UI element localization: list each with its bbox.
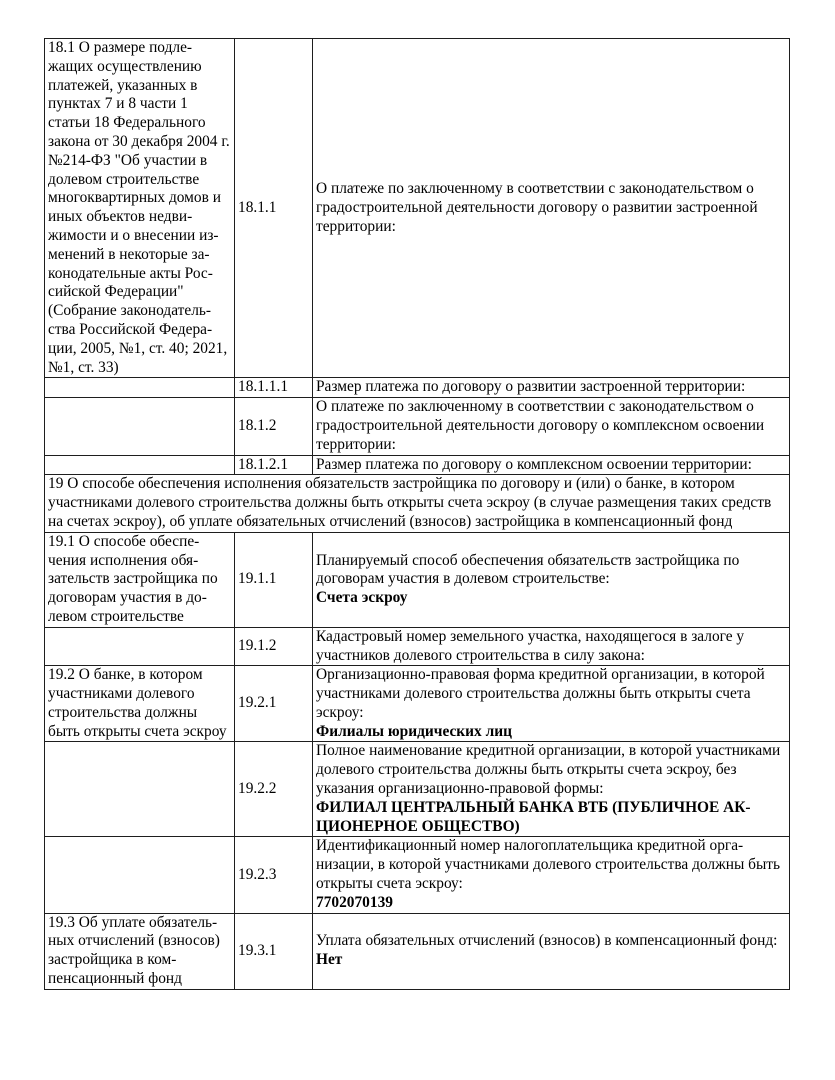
topic-cell-empty bbox=[45, 455, 235, 475]
content-cell-18-1-2 bbox=[313, 398, 790, 455]
content-label: О платеже по заключенному в соответствии с законодательством о градостроительной деятельности договору о комплексном освоении территории: bbox=[316, 398, 765, 453]
index-cell-18-1-1: 18.1.1 bbox=[235, 39, 313, 378]
table-row bbox=[45, 455, 790, 475]
index-cell-19-2-3: 19.2.3 bbox=[235, 837, 313, 913]
content-label: Идентификационный номер налогоплательщика кредитной организации, в которой участниками долевого строительства должны быть открыты счета эскроу: bbox=[316, 837, 781, 893]
table-row bbox=[45, 532, 790, 627]
content-value: Счета эскроу bbox=[316, 589, 408, 607]
content-cell-19-2-1 bbox=[313, 666, 790, 742]
table-row bbox=[45, 378, 790, 398]
content-value: 7702070139 bbox=[316, 893, 393, 911]
content-cell-18-1-1 bbox=[313, 39, 790, 378]
table-row bbox=[45, 627, 790, 666]
topic-cell-19-3: 19.3 Об уплате обязательных отчислений (взносов) застройщика в компенсационный фонд bbox=[45, 913, 235, 989]
content-cell-19-2-2 bbox=[313, 742, 790, 837]
content-value: Нет bbox=[316, 951, 343, 969]
table-row bbox=[45, 913, 790, 989]
content-value: ФИЛИАЛ ЦЕНТРАЛЬНЫЙ БАНКА ВТБ (ПУБЛИЧНОЕ АКЦИОНЕРНОЕ ОБЩЕСТВО) bbox=[316, 798, 751, 835]
content-cell-18-1-1-1 bbox=[313, 378, 790, 398]
content-label: Уплата обязательных отчислений (взносов) в компенсационный фонд: bbox=[316, 932, 778, 950]
topic-cell-empty bbox=[45, 378, 235, 398]
index-cell-19-2-2: 19.2.2 bbox=[235, 742, 313, 837]
content-cell-18-1-2-1 bbox=[313, 455, 790, 475]
index-cell-18-1-2-1: 18.1.2.1 bbox=[235, 455, 313, 475]
topic-cell-empty bbox=[45, 837, 235, 913]
index-cell-18-1-2: 18.1.2 bbox=[235, 398, 313, 455]
content-cell-19-2-3 bbox=[313, 837, 790, 913]
content-label: Планируемый способ обеспечения обязательств застройщика по договорам участия в долевом строительстве: bbox=[316, 551, 740, 588]
table-row bbox=[45, 837, 790, 913]
content-cell-19-1-2 bbox=[313, 627, 790, 666]
index-cell-19-3-1: 19.3.1 bbox=[235, 913, 313, 989]
project-declaration-table bbox=[44, 38, 790, 990]
section-19-header: 19 О способе обеспечения исполнения обязательств застройщика по договору и (или) о банке, в котором участниками долевого строительства должны быть открыты счета эскроу (в случае размещения таких средств на счетах эскроу), об уплате обязательных отчислений (взносов) застройщика в компенсационный фонд bbox=[45, 475, 790, 532]
topic-cell-empty bbox=[45, 742, 235, 837]
topic-cell-empty bbox=[45, 627, 235, 666]
content-label: Размер платежа по договору о комплексном освоении территории: bbox=[316, 455, 752, 473]
content-label: Организационно-правовая форма кредитной организации, в которой участниками долевого строительства должны быть открыты счета эскроу: bbox=[316, 666, 765, 721]
index-cell-18-1-1-1: 18.1.1.1 bbox=[235, 378, 313, 398]
content-value: Филиалы юридических лиц bbox=[316, 722, 512, 740]
content-cell-19-3-1 bbox=[313, 913, 790, 989]
index-cell-19-2-1: 19.2.1 bbox=[235, 666, 313, 742]
topic-cell-19-2: 19.2 О банке, в котором участниками долевого строительства должны быть открыты счета эскроу bbox=[45, 666, 235, 742]
table-row bbox=[45, 742, 790, 837]
content-cell-19-1-1 bbox=[313, 532, 790, 627]
table-row bbox=[45, 398, 790, 455]
topic-cell-18-1: 18.1 О размере подлежащих осуществлению платежей, указанных в пунктах 7 и 8 части 1 статьи 18 Федерального закона от 30 декабря 2004 г. №214-ФЗ "Об участии в долевом строительстве многоквартирных домов и иных объектов недвижимости и о внесении изменений в некоторые законодательные акты Российской Федерации" (Собрание законодательства Российской Федерации, 2005, №1, ст. 40; 2021, №1, ст. 33) bbox=[45, 39, 235, 378]
index-cell-19-1-1: 19.1.1 bbox=[235, 532, 313, 627]
content-label: О платеже по заключенному в соответствии с законодательством о градостроительной деятельности договору о развитии застроенной территории: bbox=[316, 179, 758, 235]
content-label: Полное наименование кредитной организации, в которой участниками долевого строительства должны быть открыты счета эскроу, без указания организационно-правовой формы: bbox=[316, 742, 781, 798]
table-row bbox=[45, 39, 790, 378]
table-row bbox=[45, 666, 790, 742]
topic-cell-19-1: 19.1 О способе обеспечения исполнения обязательств застройщика по договорам участия в долевом строительстве bbox=[45, 532, 235, 627]
topic-cell-empty bbox=[45, 398, 235, 455]
content-label: Размер платежа по договору о развитии застроенной территории: bbox=[316, 378, 746, 396]
table-row-section bbox=[45, 475, 790, 532]
index-cell-19-1-2: 19.1.2 bbox=[235, 627, 313, 666]
content-label: Кадастровый номер земельного участка, находящегося в залоге у участников долевого строительства в силу закона: bbox=[316, 627, 745, 664]
